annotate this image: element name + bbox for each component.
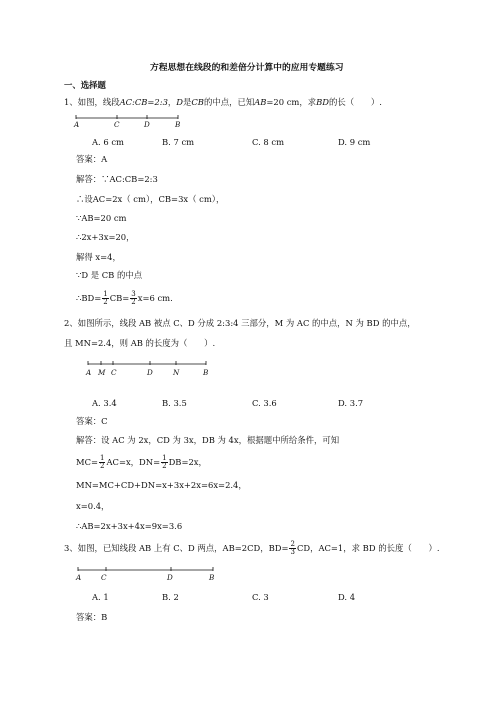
q1-label-D: D (144, 120, 150, 129)
q2-fraction: $\frac{1}{2}$ (162, 454, 167, 470)
q2-label-A: A (86, 368, 92, 377)
q3-label-B: B (209, 573, 215, 582)
q3-option-a[interactable]: A. 1 (92, 592, 109, 602)
q2-label-C: C (111, 368, 117, 377)
q1-solution-line: ∵AB=20 cm (76, 213, 127, 223)
q2-mc-line: MC= $\frac{1}{2}$ AC=x，DN= $\frac{1}{2}$ DB=2x， (76, 454, 207, 470)
q1-final-line: ∴BD= $\frac{1}{2}$ CB= $\frac{3}{2}$ x=6 cm. (76, 290, 173, 306)
q1-option-b[interactable]: B. 7 cm (162, 137, 195, 147)
q3-option-d[interactable]: D. 4 (338, 592, 356, 602)
q1-solution-line: ∴设AC=2x（ cm），CB=3x（ cm）， (76, 194, 225, 204)
q1-solution-line: 解答：∵AC:CB=2:3 (76, 174, 158, 184)
q3-fraction: $\frac{2}{3}$ (290, 540, 295, 556)
q2-segment-diagram (84, 358, 214, 380)
q2-solution-line: x=0.4， (76, 501, 110, 511)
q2-answer: 答案：C (76, 416, 108, 426)
q2-solution-line: 解答：设 AC 为 2x，CD 为 3x，DB 为 4x，根据题中所给条件，可知 (76, 435, 340, 445)
q1-solution-line: ∴2x+3x=20， (76, 232, 135, 242)
q2-option-c[interactable]: C. 3.6 (252, 398, 277, 408)
q1-option-d[interactable]: D. 9 cm (338, 137, 371, 147)
q2-label-M: M (98, 368, 106, 377)
q1-segment-diagram (72, 113, 192, 133)
q2-fraction: $\frac{1}{2}$ (100, 454, 105, 470)
q3-stem: 3、如图，已知线段 AB 上有 C、D 两点，AB=2CD，BD= $\frac{2}{3}$ CD，AC=1，求 BD 的长度（ ）. (64, 540, 440, 556)
q2-solution-line: ∴AB=2x+3x+4x=9x=3.6 (76, 521, 183, 531)
page-title: 方程思想在线段的和差倍分计算中的应用专题练习 (150, 63, 344, 73)
q2-solution-line: MN=MC+CD+DN=x+3x+2x=6x=2.4， (76, 480, 247, 490)
q1-solution-line: 解得 x=4， (76, 252, 121, 262)
q3-option-b[interactable]: B. 2 (162, 592, 179, 602)
q3-answer: 答案：B (76, 612, 108, 622)
q2-label-B: B (203, 368, 209, 377)
q2-stem-line1: 2、如图所示，线段 AB 被点 C、D 分成 2:3:4 三部分，M 为 AC 的中点，N 为 BD 的中点， (64, 318, 416, 328)
q2-stem-line2: 且 MN=2.4，则 AB 的长度为（ ）. (64, 338, 216, 348)
q1-option-c[interactable]: C. 8 cm (252, 137, 285, 147)
q3-label-A: A (76, 573, 82, 582)
q1-fraction: $\frac{3}{2}$ (131, 290, 136, 306)
q2-option-b[interactable]: B. 3.5 (162, 398, 187, 408)
q1-label-C: C (114, 120, 120, 129)
q3-option-c[interactable]: C. 3 (252, 592, 269, 602)
q2-option-d[interactable]: D. 3.7 (338, 398, 364, 408)
q3-label-C: C (101, 573, 107, 582)
q1-answer: 答案：A (76, 154, 108, 164)
q2-label-N: N (173, 368, 180, 377)
q2-option-a[interactable]: A. 3.4 (92, 398, 117, 408)
q3-label-D: D (167, 573, 173, 582)
q1-label-B: B (175, 120, 181, 129)
q1-option-a[interactable]: A. 6 cm (92, 137, 124, 147)
section-heading: 一、选择题 (64, 80, 106, 90)
q1-stem: 1、如图，线段AC:CB=2:3，D是CB的中点，已知AB=20 cm，求BD的长（ ）. (64, 97, 382, 107)
q3-segment-diagram (74, 565, 224, 587)
q1-solution-line: ∵D 是 CB 的中点 (76, 270, 143, 280)
q1-label-A: A (74, 120, 80, 129)
q2-label-D: D (147, 368, 153, 377)
q1-fraction: $\frac{1}{2}$ (103, 290, 108, 306)
